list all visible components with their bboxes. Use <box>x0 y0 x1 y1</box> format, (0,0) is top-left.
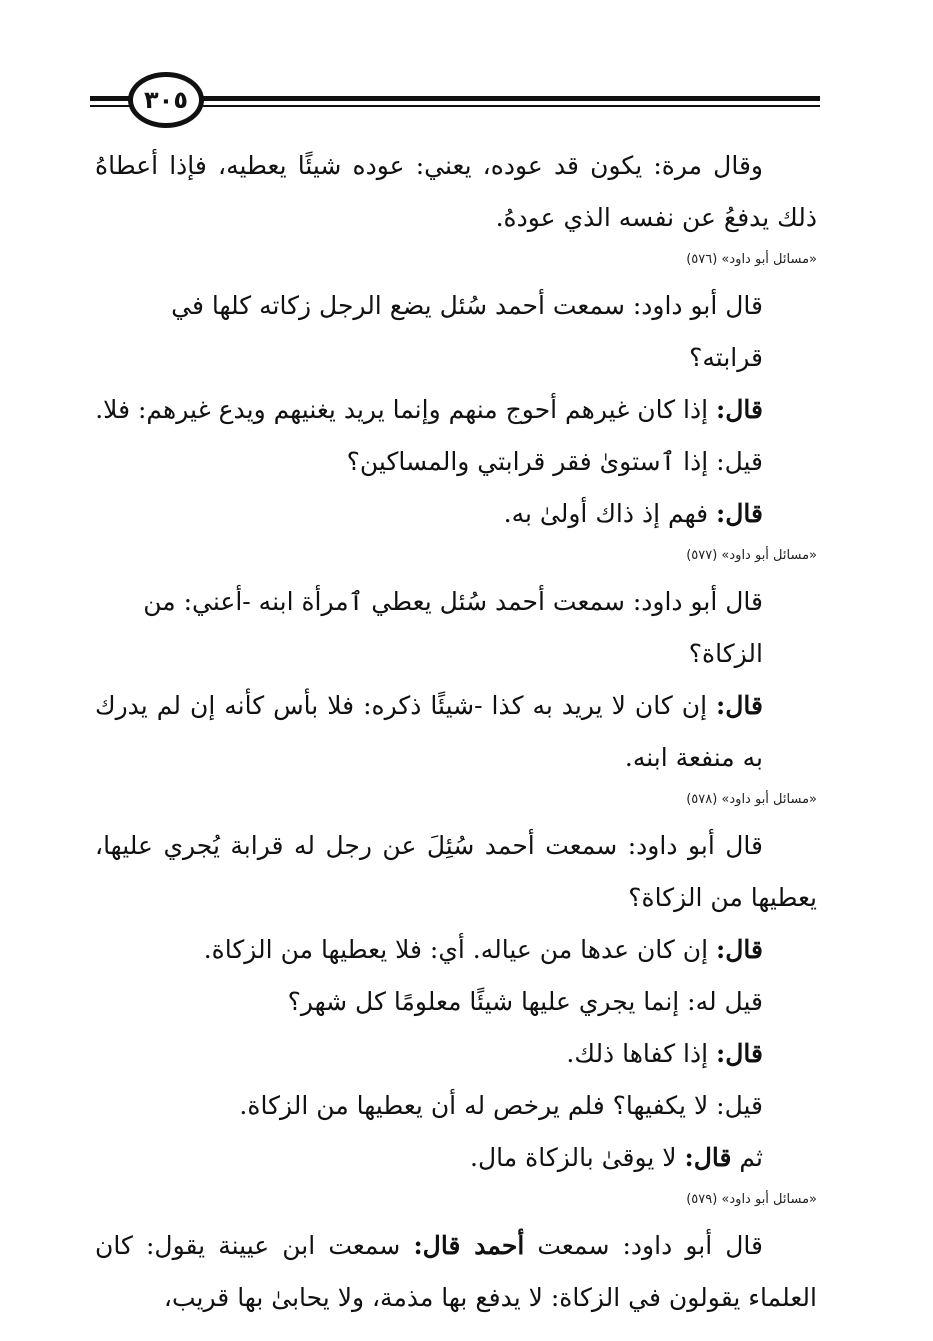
line-text: إن كان عدها من عياله. أي: فلا يعطيها من الزكاة. <box>203 935 717 964</box>
paragraph-text: سمعت ابن عيينة يقول: كان العلماء يقولون في الزكاة: لا يدفع بها مذمة، ولا يحابىٰ بها قريب، <box>95 1231 817 1312</box>
header-rule-thin <box>200 105 820 107</box>
paragraph: قال أبو داود: سمعت أحمد سُئِلَ عن رجل له قرابة يُجري عليها، يعطيها من الزكاة؟ <box>95 831 817 912</box>
page-number: ٣٠٥ <box>128 72 204 128</box>
line-prefix: ثم <box>731 1143 763 1172</box>
text-line <box>95 280 817 384</box>
line-text: فهم إذ ذاك أولىٰ به. <box>503 499 717 528</box>
paragraph <box>95 1220 817 1324</box>
text-line <box>95 924 817 976</box>
line-text: إذا كفاها ذلك. <box>566 1039 717 1068</box>
text-line <box>95 1132 817 1184</box>
text-line <box>95 1028 817 1080</box>
text-line <box>95 576 817 680</box>
text-line <box>95 436 817 488</box>
page-header <box>90 72 820 132</box>
speaker-label: أحمد قال: <box>413 1231 525 1260</box>
source-reference: «مسائل أبو داود» (٥٧٦) <box>686 252 817 267</box>
line-text: قال أبو داود: سمعت أحمد سُئل يضع الرجل زكاته كلها في قرابته؟ <box>171 291 763 372</box>
speaker-label: قال: <box>716 499 763 528</box>
speaker-label: قال: <box>716 395 763 424</box>
line-text: قيل: إذا ٱستوىٰ فقر قرابتي والمساكين؟ <box>346 447 763 476</box>
source-reference: «مسائل أبو داود» (٥٧٩) <box>686 1192 817 1207</box>
line-text: إذا كان غيرهم أحوج منهم وإنما يريد يغنيهم ويدع غيرهم: فلا. <box>95 395 717 424</box>
paragraph: وقال مرة: يكون قد عوده، يعني: عوده شيئًا يعطيه، فإذا أعطاهُ ذلك يدفعُ عن نفسه الذي عودهُ. <box>95 151 817 232</box>
line-text: قال أبو داود: سمعت أحمد سُئل يعطي ٱمرأة ابنه -أعني: من الزكاة؟ <box>143 587 763 668</box>
header-rule <box>200 96 820 101</box>
text-line <box>95 488 817 540</box>
source-reference: «مسائل أبو داود» (٥٧٧) <box>686 548 817 563</box>
page-body <box>95 140 817 1324</box>
text-line <box>95 976 817 1028</box>
text-line <box>95 1080 817 1132</box>
line-text: قيل: لا يكفيها؟ فلم يرخص له أن يعطيها من الزكاة. <box>239 1091 763 1120</box>
speaker-label: قال: <box>716 691 763 720</box>
speaker-label: قال: <box>716 935 763 964</box>
paragraph-text: قال أبو داود: سمعت <box>524 1231 763 1260</box>
text-line <box>95 384 817 436</box>
speaker-label: قال: <box>684 1143 732 1172</box>
line-text: قيل له: إنما يجري عليها شيئًا معلومًا كل شهر؟ <box>287 987 763 1016</box>
paragraph <box>95 680 817 784</box>
paragraph-text: إن كان لا يريد به كذا -شيئًا ذكره: فلا بأس كأنه إن لم يدرك به منفعة ابنه. <box>95 691 763 772</box>
line-text: لا يوقىٰ بالزكاة مال. <box>470 1143 685 1172</box>
source-reference: «مسائل أبو داود» (٥٧٨) <box>686 792 817 807</box>
header-rule-left <box>90 96 130 101</box>
header-rule-left-thin <box>90 105 130 107</box>
speaker-label: قال: <box>716 1039 763 1068</box>
